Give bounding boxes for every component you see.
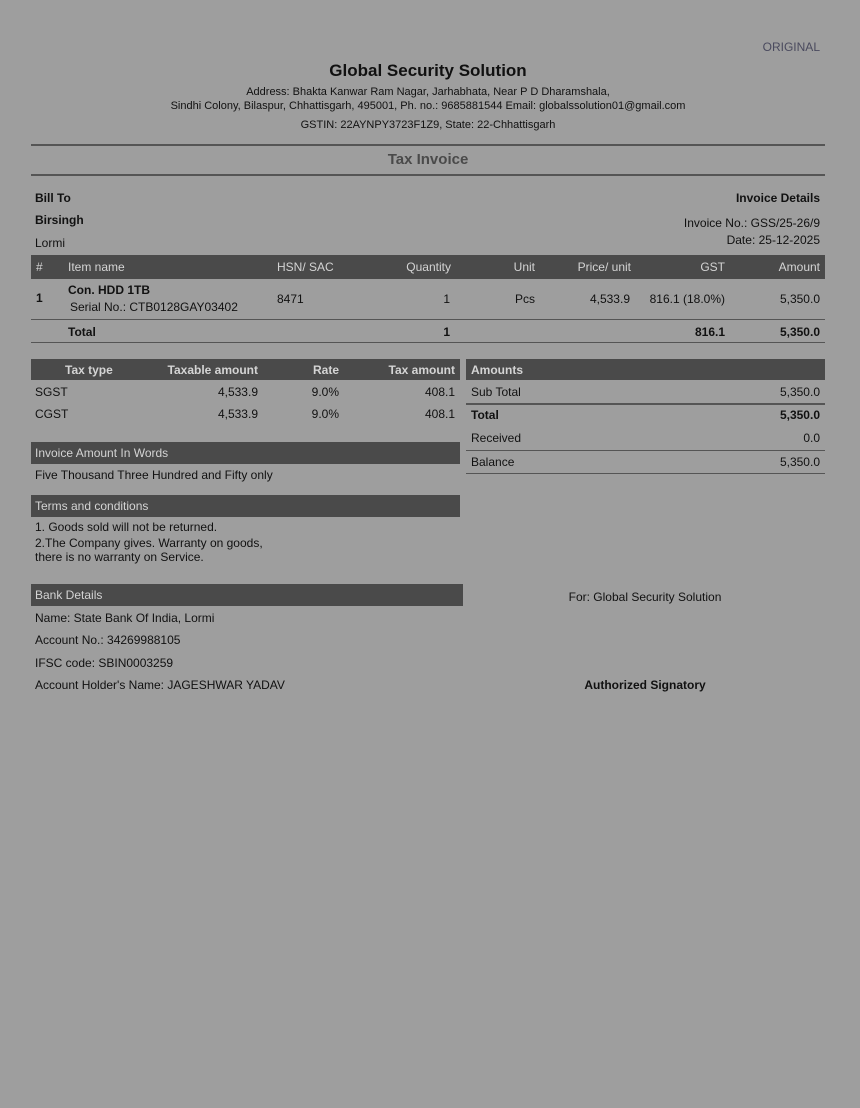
items-table-header	[31, 255, 825, 279]
terms-line-3: there is no warranty on Service.	[35, 550, 204, 564]
items-col-gst: GST	[700, 260, 725, 274]
items-total-quantity: 1	[443, 325, 450, 339]
item-amount: 5,350.0	[779, 292, 820, 306]
items-table-bottom	[31, 342, 825, 343]
item-number: 1	[36, 291, 43, 305]
balance-divider-top	[466, 450, 825, 451]
balance-value: 5,350.0	[779, 455, 820, 469]
amounts-divider	[466, 403, 825, 405]
bank-name: Name: State Bank Of India, Lormi	[35, 611, 215, 625]
address-line-2: Sindhi Colony, Bilaspur, Chhattisgarh, 495001, Ph. no.: 9685881544 Email: globalssolution01@gmail.com	[170, 100, 686, 112]
item-serial: Serial No.: CTB0128GAY03402	[70, 300, 238, 314]
tax-col-rate: Rate	[312, 363, 339, 377]
words-heading: Invoice Amount In Words	[35, 446, 169, 460]
items-total-gst: 816.1	[694, 325, 725, 339]
gstin-line: GSTIN: 22AYNPY3723F1Z9, State: 22-Chhattisgarh	[300, 119, 556, 131]
item-quantity: 1	[443, 292, 450, 306]
tax-rate: 9.0%	[311, 385, 339, 399]
received-label: Received	[471, 431, 522, 445]
terms-heading: Terms and conditions	[35, 499, 149, 513]
tax-col-taxable: Taxable amount	[167, 363, 258, 377]
tax-col-amount: Tax amount	[388, 363, 455, 377]
items-col-hsn: HSN/ SAC	[277, 260, 334, 274]
bank-header	[31, 584, 463, 606]
items-total-label: Total	[68, 325, 96, 339]
items-total-amount: 5,350.0	[779, 325, 820, 339]
doc-title: Tax Invoice	[387, 151, 469, 168]
table-row	[31, 405, 460, 425]
tax-table-header	[31, 359, 460, 380]
amounts-header	[466, 359, 825, 380]
tax-type: CGST	[35, 407, 69, 421]
tax-amount: 408.1	[424, 407, 455, 421]
terms-line-1: 1. Goods sold will not be returned.	[35, 520, 218, 534]
bank-heading: Bank Details	[35, 588, 103, 602]
items-col-price: Price/ unit	[577, 260, 631, 274]
company-name: Global Security Solution	[329, 61, 527, 80]
item-unit: Pcs	[514, 292, 535, 306]
total-label: Total	[471, 408, 499, 422]
bank-account: Account No.: 34269988105	[35, 633, 181, 647]
table-row	[31, 279, 825, 319]
bill-to-name: Birsingh	[35, 213, 84, 227]
tax-type: SGST	[35, 385, 68, 399]
items-col-quantity: Quantity	[406, 260, 451, 274]
address-line-1: Address: Bhakta Kanwar Ram Nagar, Jarhabhata, Near P D Dharamshala,	[246, 86, 610, 98]
amounts-heading: Amounts	[471, 363, 523, 377]
invoice-date: Date: 25-12-2025	[726, 233, 820, 247]
balance-divider-bottom	[466, 473, 825, 474]
header-divider-bottom	[31, 174, 825, 176]
header-divider-top	[31, 144, 825, 146]
tax-col-type: Tax type	[65, 363, 113, 377]
tax-taxable: 4,533.9	[217, 407, 258, 421]
amount-in-words: Five Thousand Three Hundred and Fifty only	[35, 468, 273, 482]
invoice-details-heading: Invoice Details	[735, 191, 820, 205]
tax-rate: 9.0%	[311, 407, 339, 421]
item-price: 4,533.9	[589, 292, 630, 306]
signature-for-line: For: Global Security Solution	[568, 590, 722, 604]
item-gst: 816.1 (18.0%)	[649, 292, 725, 306]
tax-amount: 408.1	[424, 385, 455, 399]
copy-label: ORIGINAL	[762, 40, 820, 54]
received-value: 0.0	[803, 431, 820, 445]
bill-to-heading: Bill To	[35, 191, 71, 205]
items-col-unit: Unit	[513, 260, 535, 274]
item-hsn: 8471	[277, 292, 304, 306]
sub-total-value: 5,350.0	[779, 385, 820, 399]
items-col-name: Item name	[68, 260, 125, 274]
words-header	[31, 442, 460, 464]
bill-to-place: Lormi	[35, 236, 66, 250]
authorized-signatory: Authorized Signatory	[584, 678, 706, 692]
balance-label: Balance	[471, 455, 515, 469]
bank-ifsc: IFSC code: SBIN0003259	[35, 656, 174, 670]
items-total-row	[31, 320, 825, 342]
items-col-num: #	[36, 260, 43, 274]
items-col-amount: Amount	[778, 260, 820, 274]
bank-holder: Account Holder's Name: JAGESHWAR YADAV	[35, 678, 285, 692]
terms-line-2: 2.The Company gives. Warranty on goods,	[35, 536, 263, 550]
total-value: 5,350.0	[779, 408, 820, 422]
table-row	[31, 383, 460, 403]
item-name: Con. HDD 1TB	[68, 283, 150, 297]
terms-header	[31, 495, 460, 517]
sub-total-label: Sub Total	[471, 385, 521, 399]
invoice-number: Invoice No.: GSS/25-26/9	[683, 216, 820, 230]
tax-taxable: 4,533.9	[217, 385, 258, 399]
